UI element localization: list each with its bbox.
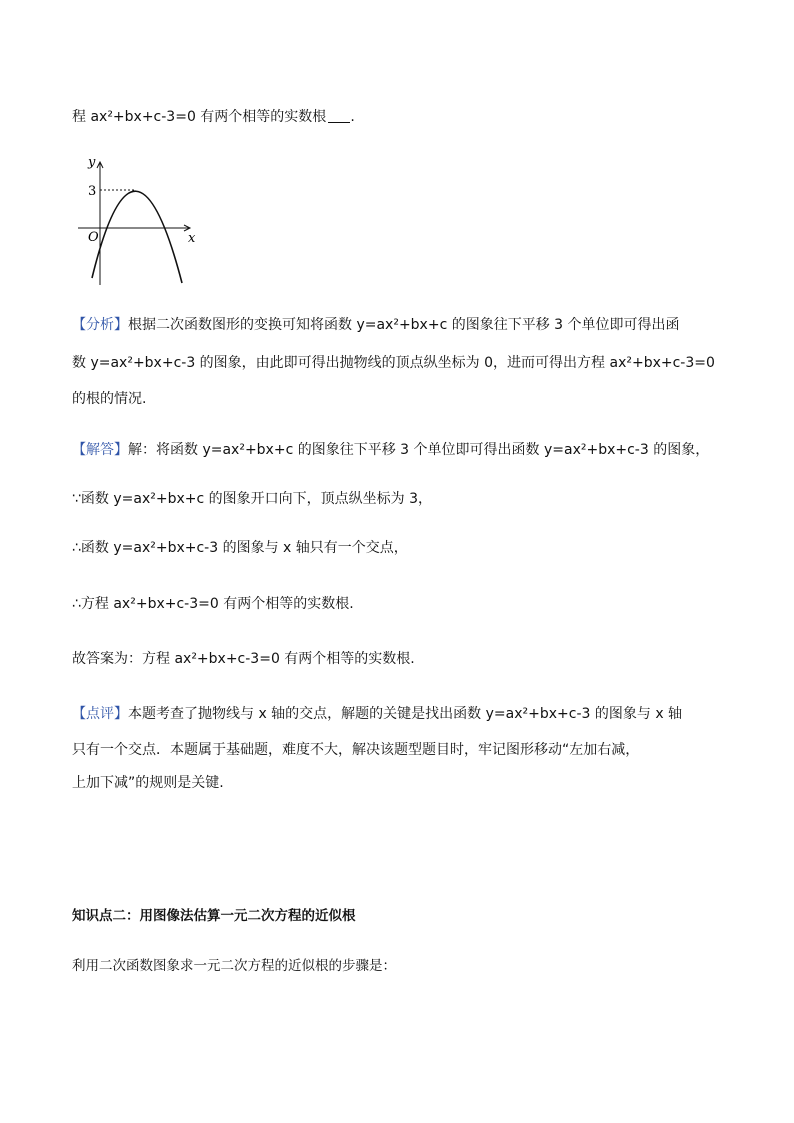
parabola-graph <box>78 150 208 290</box>
comment-tag: 【点评】 <box>72 706 128 722</box>
comment-text-1: 本题考查了抛物线与 x 轴的交点，解题的关键是找出函数 y=ax²+bx+c-3 的图象与 x 轴 <box>128 706 683 722</box>
solution-answer: 故答案为：方程 ax²+bx+c-3=0 有两个相等的实数根. <box>72 651 415 667</box>
solution-line-4: ∴方程 ax²+bx+c-3=0 有两个相等的实数根. <box>72 596 354 612</box>
solution-line-1 <box>72 440 709 460</box>
comment-line-3: 上加下减”的规则是关键. <box>72 775 224 791</box>
origin-label: O <box>88 230 99 245</box>
answer-blank <box>328 108 350 123</box>
top-answer-text: 程 ax²+bx+c-3=0 有两个相等的实数根 <box>72 109 327 125</box>
comment-line-2: 只有一个交点．本题属于基础题，难度不大，解决该题型题目时，牢记图形移动“左加右减， <box>72 742 640 758</box>
comment-line-1 <box>72 704 682 724</box>
section-heading: 知识点二：用图像法估算一元二次方程的近似根 <box>72 908 356 924</box>
top-answer-end: . <box>350 109 355 125</box>
analysis-text-1: 根据二次函数图形的变换可知将函数 y=ax²+bx+c 的图象往下平移 3 个单位即可得出函 <box>128 317 680 333</box>
tick-label-3: 3 <box>88 184 97 199</box>
section-intro: 利用二次函数图象求一元二次方程的近似根的步骤是： <box>72 958 396 974</box>
parabola-curve <box>92 191 182 283</box>
analysis-line-2: 数 y=ax²+bx+c-3 的图象，由此即可得出抛物线的顶点纵坐标为 0，进而可得出方程 ax²+bx+c-3=0 <box>72 355 715 371</box>
solution-line-2: ∵函数 y=ax²+bx+c 的图象开口向下，顶点纵坐标为 3， <box>72 491 432 507</box>
analysis-line-1 <box>72 315 680 335</box>
analysis-line-3: 的根的情况. <box>72 391 147 407</box>
solution-line-3: ∴函数 y=ax²+bx+c-3 的图象与 x 轴只有一个交点， <box>72 540 408 556</box>
top-answer-line <box>72 107 355 127</box>
y-axis-label: y <box>88 155 96 170</box>
solution-tag: 【解答】 <box>72 442 128 458</box>
analysis-tag: 【分析】 <box>72 317 128 333</box>
x-axis-label: x <box>188 231 196 246</box>
solution-text-1: 解：将函数 y=ax²+bx+c 的图象往下平移 3 个单位即可得出函数 y=ax²+bx+c-3 的图象， <box>128 442 710 458</box>
